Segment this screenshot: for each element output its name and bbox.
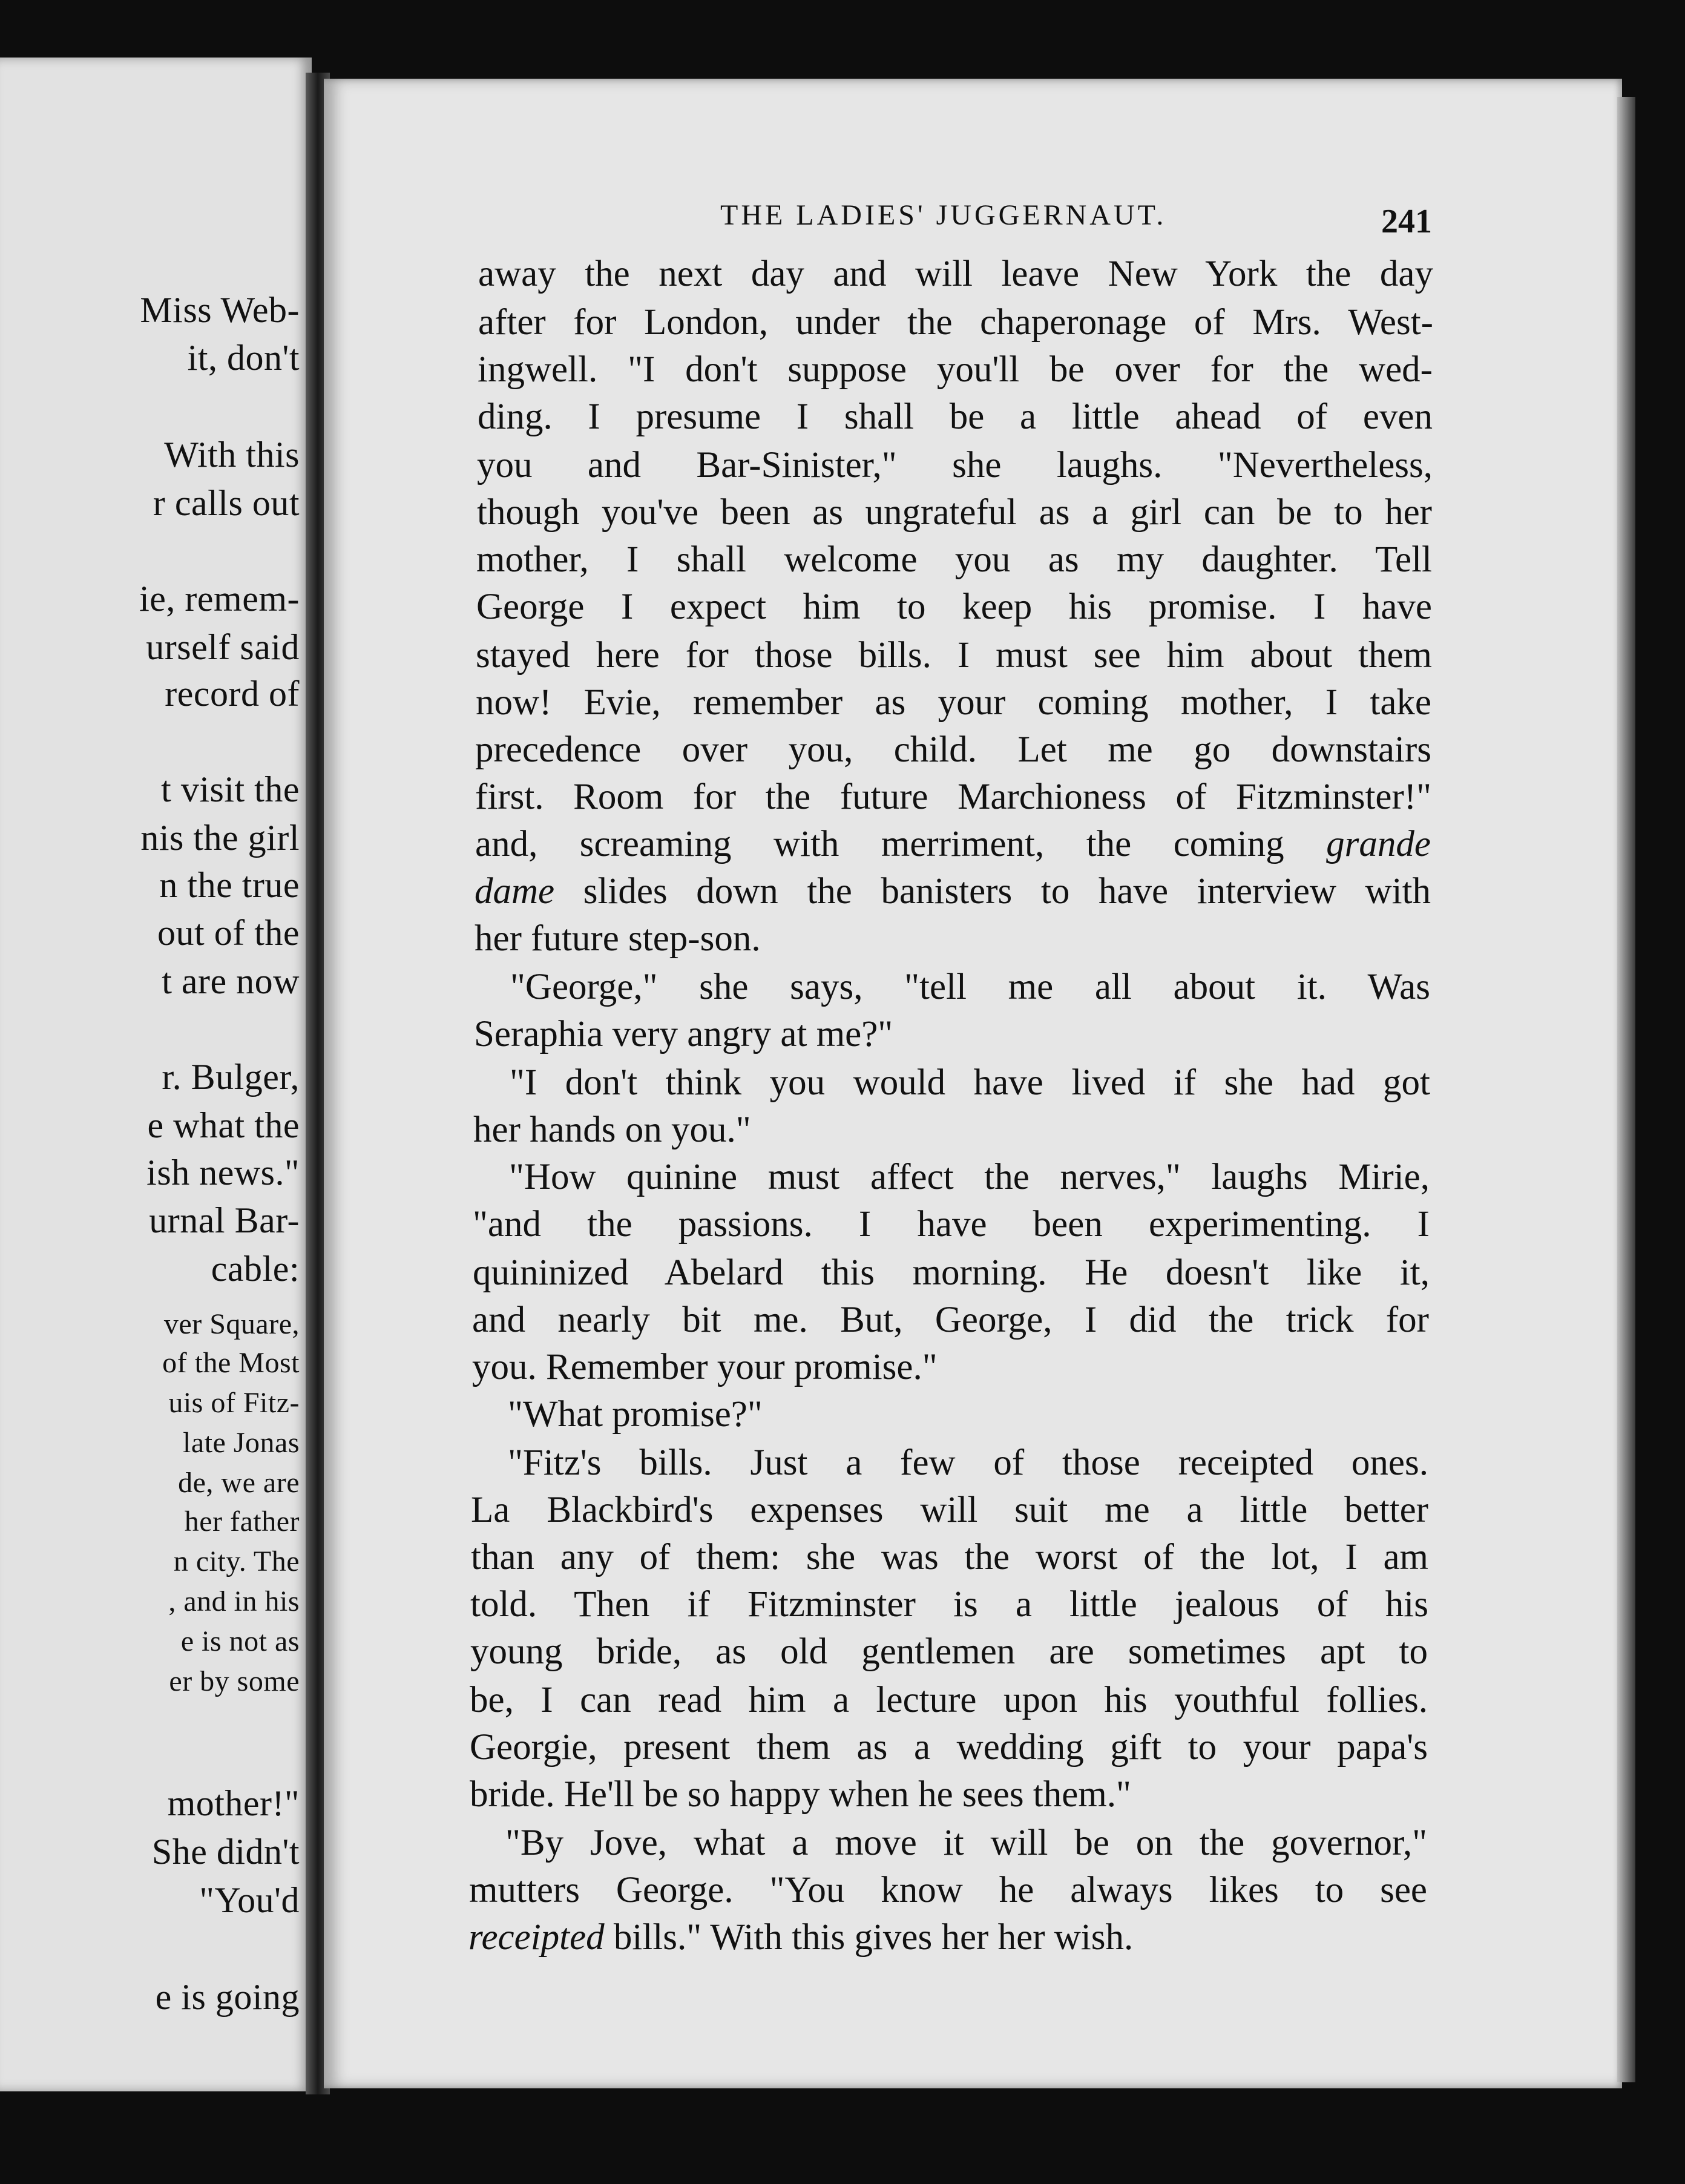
left-page-line: nis the girl <box>140 818 300 858</box>
left-page-line: e is not as <box>180 1625 300 1657</box>
text-line: "How quinine must affect the nerves," laughs Mirie, <box>509 1157 1430 1197</box>
text-line: after for London, under the chaperonage of Mrs. West- <box>478 302 1433 343</box>
text-line: precedence over you, child. Let me go downstairs <box>475 729 1431 770</box>
text-segment: slides down the banisters to have interview with <box>554 871 1431 912</box>
left-page-line: ish news." <box>146 1153 300 1192</box>
text-line: "George," she says, "tell me all about it. Was <box>510 967 1430 1007</box>
left-page-line: ie, remem- <box>139 579 300 619</box>
left-page-line: record of <box>165 674 300 714</box>
left-page-line: t are now <box>162 961 300 1001</box>
text-line: La Blackbird's expenses will suit me a little better <box>471 1490 1428 1530</box>
text-line: ding. I presume I shall be a little ahead of even <box>478 396 1433 437</box>
italic-text: receipted <box>468 1917 605 1958</box>
text-line: "What promise?" <box>508 1394 763 1435</box>
text-line: mother, I shall welcome you as my daughter. Tell <box>476 539 1432 580</box>
left-page-line: She didn't <box>151 1832 300 1872</box>
text-line: and nearly bit me. But, George, I did the trick for <box>472 1300 1429 1340</box>
left-page-line: ver Square, <box>163 1308 300 1340</box>
left-page-line: n city. The <box>173 1545 300 1577</box>
text-line: you. Remember your promise." <box>472 1347 938 1387</box>
text-segment: bills." With this gives her her wish. <box>604 1917 1134 1958</box>
text-line <box>475 870 1431 913</box>
text-line: away the next day and will leave New York the day <box>478 254 1433 294</box>
text-line: mutters George. "You know he always likes to see <box>469 1870 1427 1910</box>
text-line: you and Bar-Sinister," she laughs. "Nevertheless, <box>477 445 1433 485</box>
text-line: her hands on you." <box>473 1110 751 1150</box>
left-page-line: it, don't <box>187 338 300 378</box>
italic-text: grande <box>1326 824 1431 864</box>
text-line <box>468 1916 1427 1959</box>
text-line: young bride, as old gentlemen are sometimes apt to <box>470 1631 1428 1672</box>
left-page-line: late Jonas <box>183 1427 300 1459</box>
text-line: "Fitz's bills. Just a few of those receipted ones. <box>508 1442 1428 1483</box>
left-page-line: er by some <box>169 1665 300 1697</box>
left-page-line: e is going <box>155 1977 300 2017</box>
left-page-line: Miss Web- <box>140 290 300 330</box>
text-line: ingwell. "I don't suppose you'll be over for the wed- <box>478 349 1433 390</box>
left-page-line: de, we are <box>178 1467 300 1499</box>
left-page-line: uis of Fitz- <box>168 1387 300 1419</box>
text-line: "I don't think you would have lived if she had got <box>510 1062 1430 1103</box>
text-line: told. Then if Fitzminster is a little jealous of his <box>470 1584 1428 1625</box>
text-line: Georgie, present them as a wedding gift to your papa's <box>470 1727 1428 1768</box>
text-line: bride. He'll be so happy when he sees them." <box>470 1774 1131 1815</box>
page-number: 241 <box>1381 203 1432 240</box>
text-line: "By Jove, what a move it will be on the governor," <box>505 1823 1427 1863</box>
left-page-line: cable: <box>211 1249 300 1289</box>
left-page-line: t visit the <box>161 769 300 809</box>
text-line: though you've been as ungrateful as a girl can be to her <box>477 492 1432 533</box>
text-segment: and, screaming with merriment, the coming <box>475 824 1327 864</box>
left-page-line: mother!" <box>167 1783 300 1823</box>
text-line: "and the passions. I have been experimenting. I <box>473 1204 1430 1245</box>
left-page-line: With this <box>164 435 300 475</box>
left-page-line: out of the <box>157 913 300 953</box>
left-page-line: "You'd <box>199 1880 300 1920</box>
left-page-line: her father <box>184 1505 300 1538</box>
text-line <box>475 823 1431 866</box>
left-page-line: , and in his <box>168 1585 300 1617</box>
left-page-line: urself said <box>146 627 300 667</box>
text-line: Seraphia very angry at me?" <box>474 1014 893 1054</box>
left-page-line: r calls out <box>153 483 300 523</box>
text-line: now! Evie, remember as your coming mother, I take <box>476 682 1431 723</box>
text-line: than any of them: she was the worst of the lot, I am <box>471 1537 1428 1577</box>
page-edge <box>1617 97 1635 2082</box>
text-line: be, I can read him a lecture upon his youthful follies. <box>470 1680 1428 1720</box>
text-line: George I expect him to keep his promise. I have <box>476 587 1432 627</box>
left-page-line: of the Most <box>162 1347 300 1379</box>
left-page-line: r. Bulger, <box>162 1057 300 1097</box>
left-page-line: n the true <box>159 865 300 905</box>
text-line: her future step-son. <box>475 918 761 959</box>
running-head: THE LADIES' JUGGERNAUT. <box>720 199 1167 231</box>
left-page <box>0 58 312 2091</box>
left-page-line: urnal Bar- <box>149 1200 300 1240</box>
italic-text: dame <box>475 871 555 912</box>
text-line: first. Room for the future Marchioness of Fitzminster!" <box>475 777 1431 817</box>
left-page-line: e what the <box>147 1105 300 1145</box>
text-line: stayed here for those bills. I must see him about them <box>476 635 1432 676</box>
text-line: quininized Abelard this morning. He doesn't like it, <box>473 1252 1430 1293</box>
